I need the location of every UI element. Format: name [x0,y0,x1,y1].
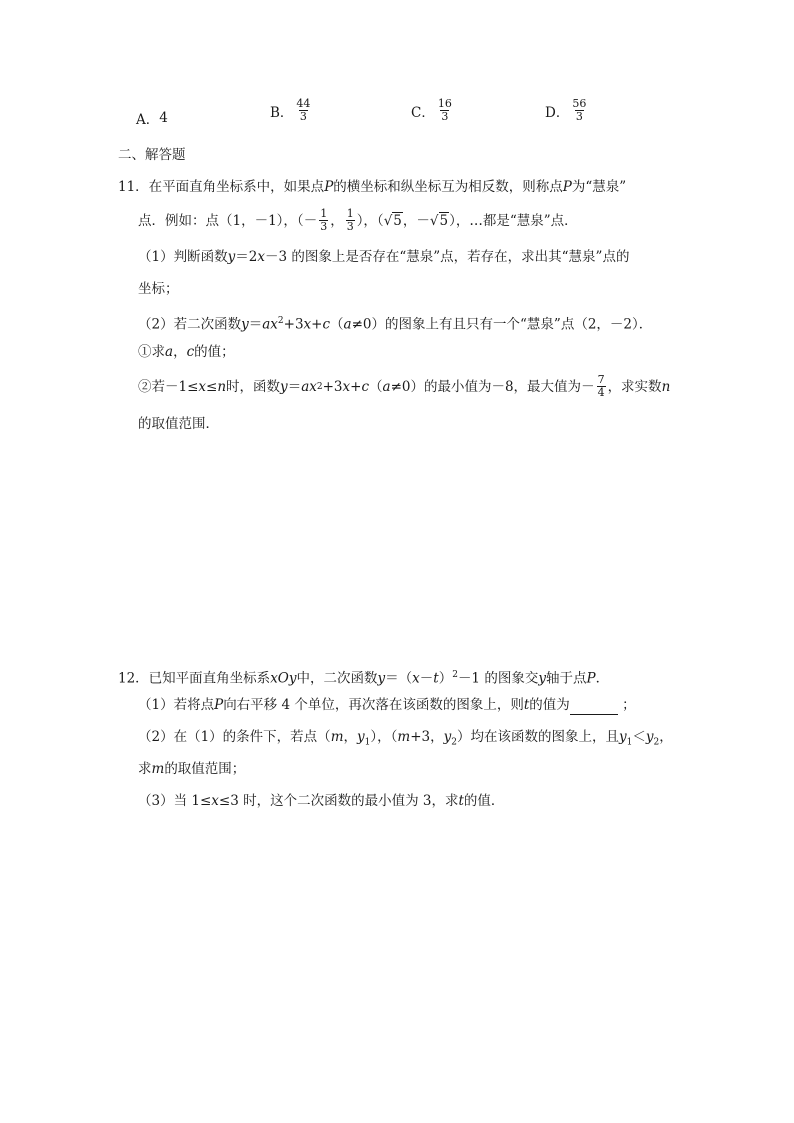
text: ； [622,697,636,713]
var: y [443,729,452,745]
var: x [198,378,207,395]
var: n [217,378,227,395]
text: ），…都是“慧泉”点． [449,212,578,229]
fraction [346,208,355,233]
text: 向右平移 4 个单位，再次落在该函数的图象上，则 [223,697,524,713]
text: ＝ [248,316,263,333]
fraction-denominator: 4 [597,386,605,399]
var: y [241,316,249,333]
var: t [433,670,439,687]
q11-sub-2: ②若－1≤ x ≤ n 时，函数 y ＝ ax 2 +3 x + c （ a ≠0）的最小值为－8，最大值为 － $\frac{7}{4}$ ，求实数 n [138,373,671,399]
text: ， [659,729,673,745]
var-p: P [586,670,596,687]
text: ②若－1≤ [138,378,199,395]
text: +3 [322,378,343,395]
option-value: 4 [159,110,168,126]
option-fraction [295,98,311,123]
q11-line-2: 点．例如：点（1，－1），（ － $\frac{1}{3}$ ， $\frac{1}{3}$ ），（ √5 ，－ √5 ），…都是“慧泉”点． [138,207,578,233]
var: c [361,378,369,395]
q12-line-1 [118,665,609,689]
option-letter: C． [411,104,435,121]
text: ≠0）的图象上有且只有一个“慧泉”点（2，－2）． [351,316,653,333]
var: a [343,316,352,333]
text: ①求 [138,344,165,360]
var: x [342,378,351,395]
text: +3， [410,729,444,745]
option-letter: D． [545,104,570,121]
text: ， [343,729,357,745]
var: y [377,670,386,687]
exponent: 2 [316,381,323,392]
text: 的取值范围； [164,761,246,777]
fraction-denominator: 3 [575,110,583,123]
fraction-numerator: 1 [346,207,354,220]
text: 时，函数 [226,378,281,395]
text: ＜ [632,729,646,745]
var: ax [262,316,278,333]
text: 的值为 [529,697,570,713]
sqrt: √5 [383,212,402,229]
var: ax [301,378,317,395]
fraction-numerator: 16 [437,97,452,110]
var-p: P [562,179,572,195]
text: （1）判断函数 [138,249,228,265]
subscript: 2 [451,737,457,748]
text: +3 [283,316,304,333]
var: t [458,793,464,809]
exponent: 2 [452,670,458,680]
q12-part-1 [138,695,636,715]
text: + [311,316,323,333]
text: ， [173,344,187,360]
text: ． [595,670,610,687]
q11-part-1 [138,247,629,267]
text: － [419,670,434,687]
text: ） [438,670,453,687]
fraction-denominator: 3 [441,110,449,123]
fraction-numerator: 7 [597,373,605,386]
section-title: 二、解答题 [118,147,186,163]
text: ），（ [370,729,398,745]
var: x [257,249,265,265]
fraction-denominator: 3 [320,220,328,233]
var: x [211,793,219,809]
q11-sub-2-cont: 的取值范围． [138,416,219,432]
text: 的值； [194,344,235,360]
fraction-numerator: 44 [296,97,311,110]
text: 中，二次函数 [296,670,378,687]
text: + [350,378,362,395]
text: （1）若将点 [138,697,215,713]
var: x [303,316,312,333]
text: ≠0）的最小值为－8，最大值为 [390,378,582,395]
subscript: 1 [626,737,633,748]
text: －3 的图象上是否存在“慧泉”点，若存在，求出其“慧泉”点的 [264,249,630,265]
text: ）均在该函数的图象上，且 [456,729,619,745]
var: t [523,697,530,713]
var: xOy [270,670,297,687]
var: c [322,316,331,333]
var: y [357,729,365,745]
text: 轴于点 [545,670,587,687]
q11-part-2 [138,311,652,335]
text: 的值． [463,793,505,809]
text: 为“慧泉” [571,179,627,195]
var: a [382,378,391,395]
option-fraction [571,98,587,123]
answer-blank [570,700,618,715]
subscript: 2 [653,737,660,748]
fraction [319,208,328,233]
option-b [270,98,313,123]
var-p: P [214,697,224,713]
text: （2）在（1）的条件下，若点（ [138,729,331,745]
var: m [397,729,411,745]
fraction-numerator: 1 [320,207,328,220]
option-a [136,108,168,128]
text: ＝2 [235,249,258,265]
var-p: P [324,179,334,195]
subscript: 1 [364,737,371,748]
option-d [545,98,589,123]
q12-part-2 [138,727,673,753]
text: 11．在平面直角坐标系中，如果点 [118,179,325,195]
q12-part-2-cont [138,759,245,779]
radicand: 5 [439,212,449,229]
var: y [280,378,288,395]
radicand: 5 [393,212,402,229]
var: y [618,729,627,745]
var: m [330,729,344,745]
option-c [411,98,455,123]
q12-part-3 [138,791,504,811]
var: n [661,378,671,395]
exponent: 2 [277,316,284,326]
var: y [645,729,654,745]
fraction [597,374,606,399]
var: y [227,249,236,265]
q11-part-1-cont: 坐标； [138,281,179,297]
sqrt: √5 [429,212,449,229]
text: ），（ [356,212,384,229]
text: （ [330,316,344,333]
fraction-numerator: 56 [572,97,587,110]
text: 12．已知平面直角坐标系 [118,670,271,687]
text: 求 [138,761,152,777]
text: （2）若二次函数 [138,316,242,333]
text: ≤ [206,378,218,395]
q11-sub-1 [138,342,235,362]
text: （3）当 1≤ [138,793,212,809]
q11-line-1 [118,177,626,197]
text: ＝（ [385,670,413,687]
var: c [186,344,195,360]
var: x [412,670,420,687]
text: 点．例如：点（1，－1），（ [138,212,304,229]
var: a [165,344,174,360]
text: 的横坐标和纵坐标互为相反数，则称点 [333,179,563,195]
var: m [151,761,165,777]
option-letter: A． [136,112,160,128]
option-fraction [437,98,453,123]
text: －1 的图象交 [457,670,539,687]
fraction-denominator: 3 [299,110,307,123]
text: ＝ [287,378,302,395]
text: ，求实数 [607,378,662,395]
var: y [538,670,546,687]
text: （ [369,378,383,395]
fraction-denominator: 3 [346,220,354,233]
option-letter: B． [270,104,294,121]
text: ≤3 时，这个二次函数的最小值为 3，求 [218,793,459,809]
